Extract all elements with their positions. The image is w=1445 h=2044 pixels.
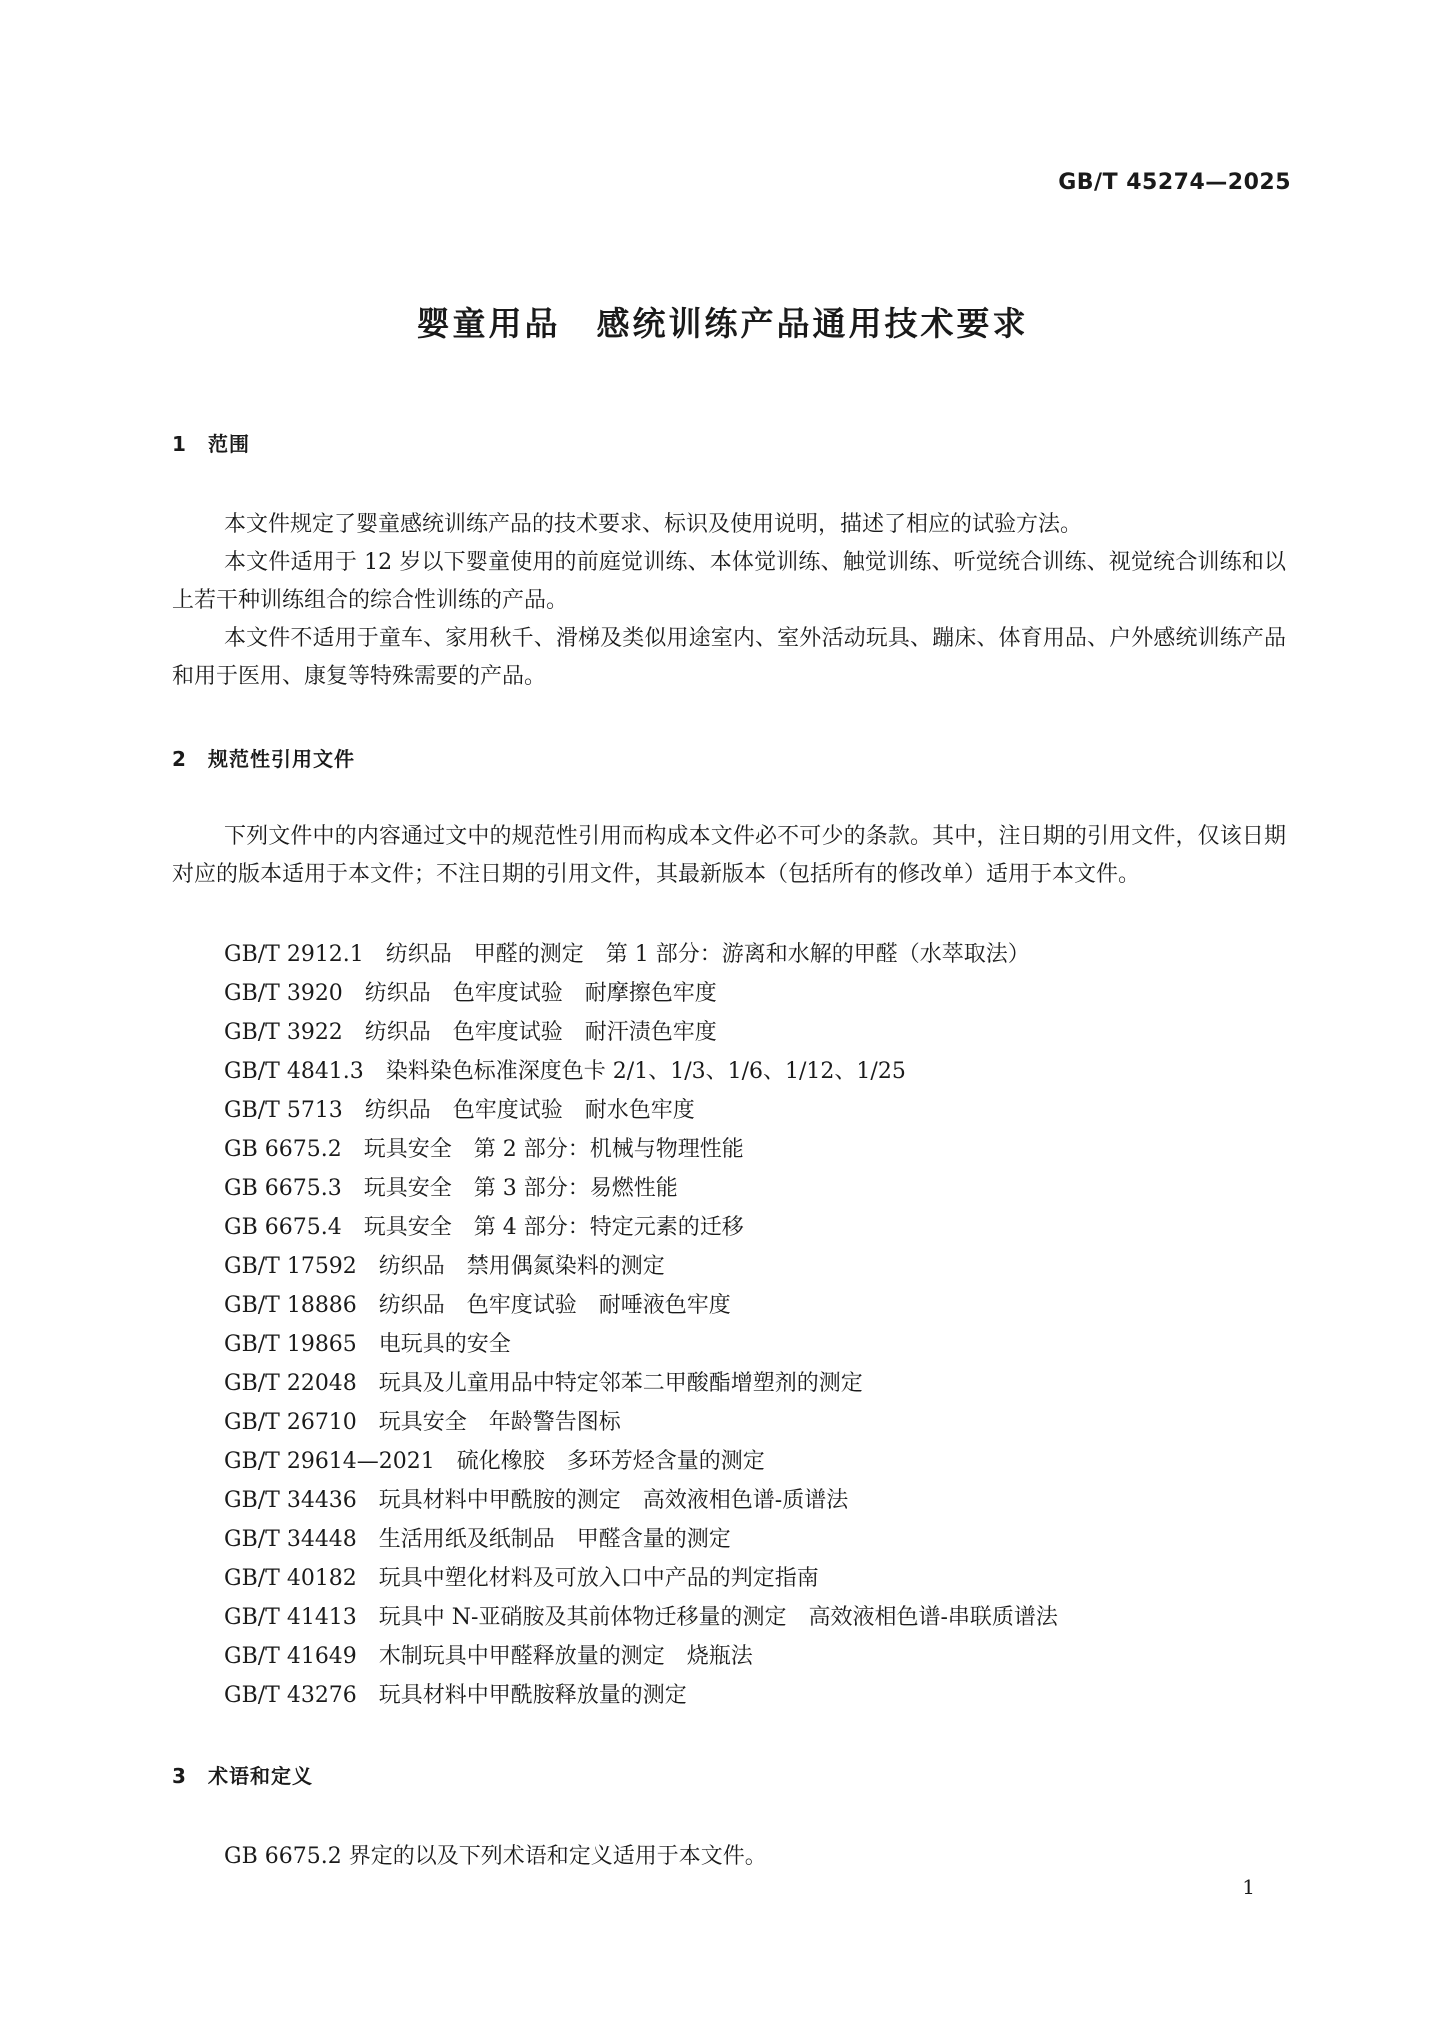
reference-item: GB/T 40182 玩具中塑化材料及可放入口中产品的判定指南	[224, 1566, 819, 1591]
reference-item: GB 6675.3 玩具安全 第 3 部分：易燃性能	[224, 1176, 678, 1201]
section-title: 规范性引用文件	[208, 747, 355, 771]
section-heading-terms-and-definitions	[172, 1760, 313, 1789]
section-title: 术语和定义	[208, 1764, 313, 1788]
reference-item: GB/T 4841.3 染料染色标准深度色卡 2/1、1/3、1/6、1/12、1/25	[224, 1059, 906, 1084]
reference-item: GB/T 43276 玩具材料中甲酰胺释放量的测定	[224, 1683, 687, 1708]
reference-item: GB/T 34448 生活用纸及纸制品 甲醛含量的测定	[224, 1527, 731, 1552]
reference-item: GB/T 41649 木制玩具中甲醛释放量的测定 烧瓶法	[224, 1644, 753, 1669]
section-heading-scope	[172, 428, 250, 457]
standard-code: GB/T 45274—2025	[1058, 170, 1291, 195]
reference-item: GB/T 3920 纺织品 色牢度试验 耐摩擦色牢度	[224, 981, 717, 1006]
reference-item: GB/T 22048 玩具及儿童用品中特定邻苯二甲酸酯增塑剂的测定	[224, 1371, 863, 1396]
reference-item: GB/T 34436 玩具材料中甲酰胺的测定 高效液相色谱-质谱法	[224, 1488, 849, 1513]
reference-item: GB/T 18886 纺织品 色牢度试验 耐唾液色牢度	[224, 1293, 731, 1318]
paragraph: 下列文件中的内容通过文中的规范性引用而构成本文件必不可少的条款。其中，注日期的引用文件，仅该日期对应的版本适用于本文件；不注日期的引用文件，其最新版本（包括所有的修改单）适用于本文件。	[172, 824, 1286, 887]
paragraph: 本文件规定了婴童感统训练产品的技术要求、标识及使用说明，描述了相应的试验方法。	[224, 512, 1083, 537]
reference-list	[224, 935, 1058, 1715]
paragraph: 本文件不适用于童车、家用秋千、滑梯及类似用途室内、室外活动玩具、蹦床、体育用品、户外感统训练产品和用于医用、康复等特殊需要的产品。	[172, 626, 1286, 689]
paragraph: 本文件适用于 12 岁以下婴童使用的前庭觉训练、本体觉训练、触觉训练、听觉统合训练、视觉统合训练和以上若干种训练组合的综合性训练的产品。	[172, 550, 1286, 613]
reference-item: GB/T 26710 玩具安全 年龄警告图标	[224, 1410, 621, 1435]
reference-item: GB/T 17592 纺织品 禁用偶氮染料的测定	[224, 1254, 665, 1279]
reference-item: GB 6675.4 玩具安全 第 4 部分：特定元素的迁移	[224, 1215, 744, 1240]
reference-item: GB/T 5713 纺织品 色牢度试验 耐水色牢度	[224, 1098, 695, 1123]
reference-item: GB/T 41413 玩具中 N-亚硝胺及其前体物迁移量的测定 高效液相色谱-串联质谱法	[224, 1605, 1058, 1630]
page-number: 1	[1242, 1875, 1255, 1899]
reference-item: GB 6675.2 玩具安全 第 2 部分：机械与物理性能	[224, 1137, 744, 1162]
paragraph: GB 6675.2 界定的以及下列术语和定义适用于本文件。	[224, 1844, 767, 1869]
section-number: 1	[172, 432, 187, 456]
section-number: 3	[172, 1764, 187, 1788]
reference-item: GB/T 2912.1 纺织品 甲醛的测定 第 1 部分：游离和水解的甲醛（水萃取法）	[224, 942, 1030, 967]
section-number: 2	[172, 747, 187, 771]
section-title: 范围	[208, 432, 250, 456]
reference-item: GB/T 19865 电玩具的安全	[224, 1332, 511, 1357]
reference-item: GB/T 3922 纺织品 色牢度试验 耐汗渍色牢度	[224, 1020, 717, 1045]
document-title: 婴童用品 感统训练产品通用技术要求	[416, 304, 1029, 343]
reference-item: GB/T 29614—2021 硫化橡胶 多环芳烃含量的测定	[224, 1449, 765, 1474]
section-heading-normative-references	[172, 743, 355, 772]
